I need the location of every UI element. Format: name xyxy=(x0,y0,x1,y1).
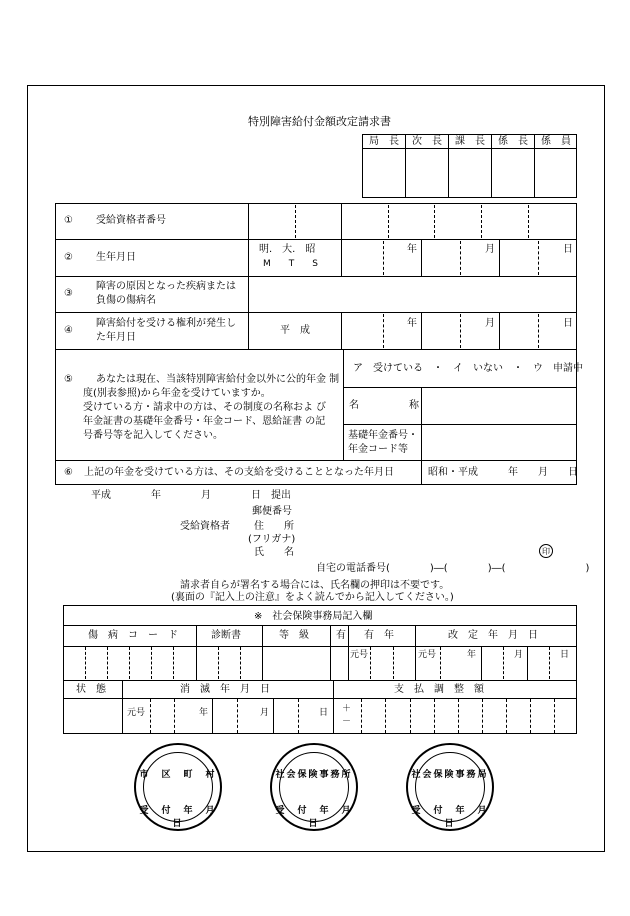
right-month: 月 xyxy=(485,318,495,329)
approval-2: 次 長 xyxy=(412,136,442,147)
row2-num: ② xyxy=(64,252,73,263)
name-label: 氏 名 xyxy=(254,547,294,558)
h-revision: 改 定 年 月 日 xyxy=(448,630,538,641)
row4-num: ④ xyxy=(64,325,73,336)
row6-date[interactable]: 昭和・平成 年 月 日 xyxy=(428,467,578,478)
gengo-1: 元号 xyxy=(350,650,369,660)
right-date-field[interactable] xyxy=(342,313,576,349)
h-extinct: 消 滅 年 月 日 xyxy=(180,684,270,695)
note-2: (裏面の『記入上の注意』をよく読んでから記入してください。) xyxy=(171,592,454,603)
row1-num: ① xyxy=(64,215,73,226)
stamp-bureau xyxy=(406,743,500,831)
h-yunen: 有 年 xyxy=(364,630,394,641)
row2-label: 生年月日 xyxy=(96,252,136,263)
approval-3: 課 長 xyxy=(455,136,485,147)
hi-1: 日 xyxy=(560,650,570,660)
stamp-municipality-bottom: 受 付 年 月 日 xyxy=(139,806,228,829)
note-1: 請求者自らが署名する場合には、氏名欄の押印は不要です。 xyxy=(180,580,450,591)
revision-date-field[interactable] xyxy=(416,647,576,680)
era-kanji: 明. 大. 昭 xyxy=(259,244,316,255)
stamp-office xyxy=(270,743,364,831)
tsuki-2: 月 xyxy=(260,708,270,718)
seal-text: 印 xyxy=(542,547,550,556)
gengo-2: 元号 xyxy=(418,650,437,660)
disease-code-field[interactable] xyxy=(64,647,195,680)
stamp-municipality-top: 市 区 町 村 xyxy=(139,770,217,780)
row6-num: ⑥ xyxy=(64,467,73,478)
pension-name-label: 名 称 xyxy=(349,400,419,411)
stamp-bureau-top: 社会保険事務局 xyxy=(411,770,489,780)
address-label: 住 所 xyxy=(254,521,294,532)
payment-adjust-field[interactable] xyxy=(334,699,576,733)
era-latin: M T S xyxy=(263,259,318,269)
phone-line[interactable]: 自宅の電話番号( )―( )―( ) xyxy=(316,563,590,574)
stamp-bureau-bottom: 受 付 年 月 日 xyxy=(411,806,500,829)
row5-line2: 度(別表参照)から年金を受けていますか。 xyxy=(83,388,271,399)
row5-line1: あなたは現在、当該特別障害給付金以外に公的年金 制 xyxy=(96,374,340,385)
tsuki-1: 月 xyxy=(514,650,524,660)
birth-day: 日 xyxy=(563,244,573,255)
row5-line5: 号番号等を記入してください。 xyxy=(83,430,223,441)
birthdate-field[interactable] xyxy=(342,240,576,276)
minus-sign: － xyxy=(342,717,352,727)
right-year: 年 xyxy=(407,318,417,329)
h-yu: 有 xyxy=(336,630,346,641)
office-title: ※ 社会保険事務局記入欄 xyxy=(254,611,373,622)
pension-code-label1: 基礎年金番号・ xyxy=(348,430,418,441)
pension-name-field[interactable] xyxy=(422,388,576,424)
row3-num: ③ xyxy=(64,288,73,299)
row5-line4: 年金証書の基礎年金番号・年金コード、恩給証書 の記 xyxy=(83,416,326,427)
status-field[interactable] xyxy=(64,699,121,733)
furigana-label: (フリガナ) xyxy=(248,534,296,545)
pension-code-field[interactable] xyxy=(422,425,576,460)
row6-label: 上記の年金を受けている方は、その支給を受けることとなった年月日 xyxy=(84,467,394,478)
birth-year: 年 xyxy=(407,244,417,255)
recipient-number-field[interactable] xyxy=(249,204,576,239)
row3-label1: 障害の原因となった疾病または xyxy=(96,281,236,292)
h-disease: 傷 病 コ ー ド xyxy=(88,630,178,641)
plus-sign: ＋ xyxy=(342,704,352,714)
approval-5: 係 員 xyxy=(541,136,571,147)
row4-era: 平 成 xyxy=(280,325,310,336)
approval-4: 係 長 xyxy=(498,136,528,147)
h-diag: 診断書 xyxy=(211,630,241,641)
form-title: 特別障害給付金額改定請求書 xyxy=(248,115,391,128)
birth-month: 月 xyxy=(485,244,495,255)
approval-1: 局 長 xyxy=(369,136,399,147)
pension-options[interactable]: ア 受けている ・ イ いない ・ ウ 申請中 xyxy=(353,363,583,374)
h-status: 状 態 xyxy=(76,684,106,695)
extinction-date-field[interactable] xyxy=(123,699,332,733)
seal-mark xyxy=(539,544,553,558)
row4-label2: た年月日 xyxy=(96,332,136,343)
pension-code-label2: 年金コード等 xyxy=(348,444,408,455)
disease-name-field[interactable] xyxy=(249,277,576,312)
h-payment: 支 払 調 整 額 xyxy=(394,684,484,695)
gengo-3: 元号 xyxy=(127,708,146,718)
nen-2: 年 xyxy=(199,708,209,718)
h-grade: 等 級 xyxy=(279,630,309,641)
row3-label2: 負傷の傷病名 xyxy=(96,295,156,306)
postal-label: 郵便番号 xyxy=(252,506,292,517)
stamp-office-bottom: 受 付 年 月 日 xyxy=(275,806,364,829)
stamp-municipality xyxy=(134,743,228,831)
hi-2: 日 xyxy=(319,708,329,718)
grade-field[interactable] xyxy=(263,647,329,680)
nen-1: 年 xyxy=(467,650,477,660)
row1-label: 受給資格者番号 xyxy=(96,215,166,226)
right-day: 日 xyxy=(563,318,573,329)
row5-num: ⑤ xyxy=(64,374,73,385)
diagnosis-field[interactable] xyxy=(197,647,261,680)
row4-label1: 障害給付を受ける権利が発生し xyxy=(96,318,236,329)
applicant-label: 受給資格者 xyxy=(180,521,230,532)
submit-date: 平成 年 月 日 提出 xyxy=(91,490,291,501)
row5-line3: 受けている方・請求中の方は、その制度の名称およ び xyxy=(83,402,327,413)
stamp-office-top: 社会保険事務所 xyxy=(275,770,353,780)
